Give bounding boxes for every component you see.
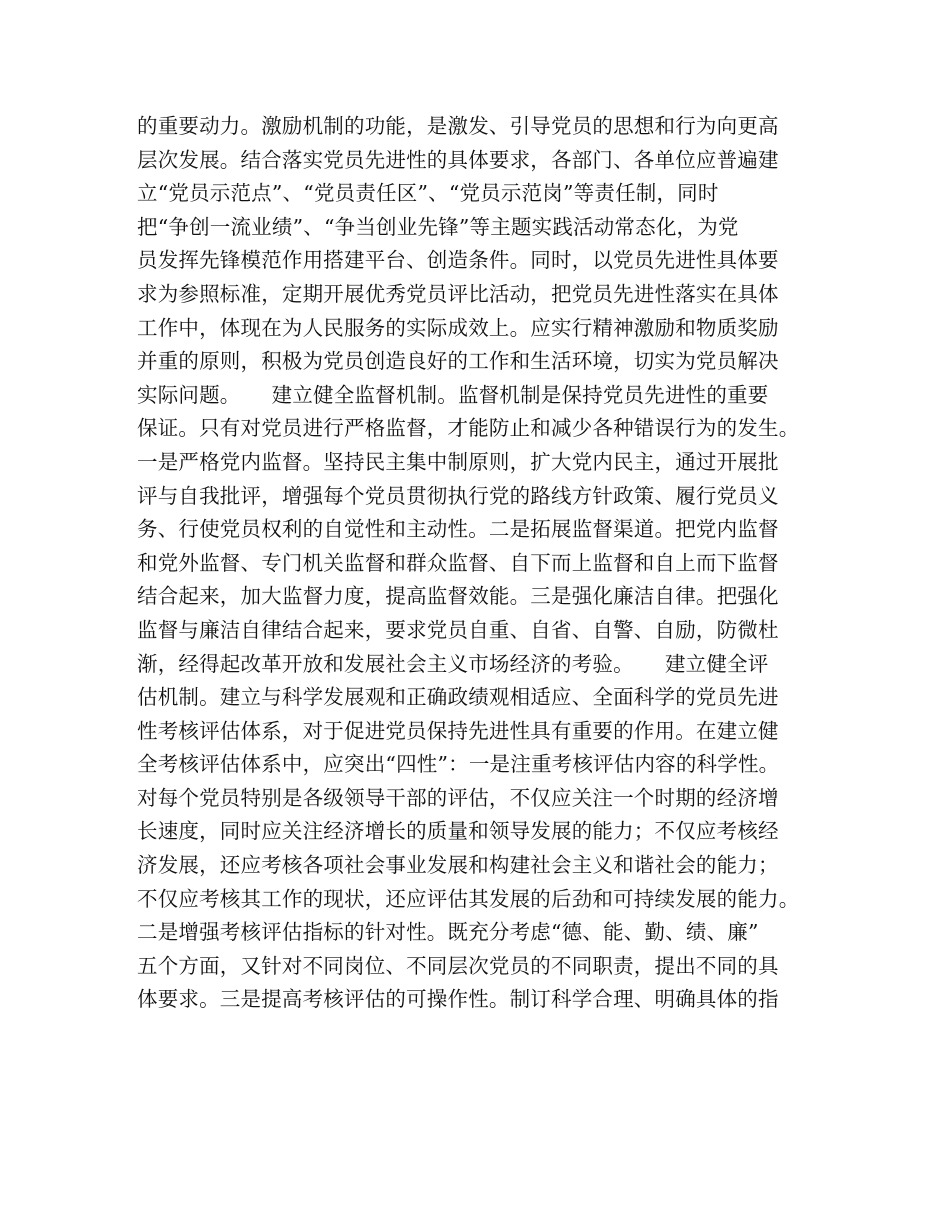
text-line: 估机制。建立与科学发展观和正确政绩观相适应、全面科学的党员先进 <box>137 685 779 710</box>
text-line: 全考核评估体系中，应突出“四性”：一是注重考核评估内容的科学性。 <box>137 752 780 777</box>
text-line: 并重的原则，积极为党员创造良好的工作和生活环境，切实为党员解决 <box>137 349 779 374</box>
text-line: 五个方面，又针对不同岗位、不同层次党员的不同职责，提出不同的具 <box>137 953 779 978</box>
text-line: 立“党员示范点”、“党员责任区”、“党员示范岗”等责任制，同时 <box>137 181 719 206</box>
text-line: 结合起来，加大监督力度，提高监督效能。三是强化廉洁自律。把强化 <box>137 584 779 609</box>
text-line: 对每个党员特别是各级领导干部的评估，不仅应关注一个时期的经济增 <box>137 785 779 810</box>
text-line: 二是增强考核评估指标的针对性。既充分考虑“德、能、勤、绩、廉” <box>137 920 759 945</box>
text-line: 长速度，同时应关注经济增长的质量和领导发展的能力；不仅应考核经 <box>137 819 779 844</box>
text-line: 务、行使党员权利的自觉性和主动性。二是拓展监督渠道。把党内监督 <box>137 517 779 542</box>
text-line: 层次发展。结合落实党员先进性的具体要求，各部门、各单位应普遍建 <box>137 147 779 172</box>
text-line: 监督与廉洁自律结合起来，要求党员自重、自省、自警、自励，防微杜 <box>137 617 779 642</box>
text-line: 不仅应考核其工作的现状，还应评估其发展的后劲和可持续发展的能力。 <box>137 886 800 911</box>
body-text <box>137 110 827 1017</box>
text-line: 性考核评估体系，对于促进党员保持先进性具有重要的作用。在建立健 <box>137 718 779 743</box>
text-line: 一是严格党内监督。坚持民主集中制原则，扩大党内民主，通过开展批 <box>137 449 779 474</box>
text-line: 济发展，还应考核各项社会事业发展和构建社会主义和谐社会的能力； <box>137 853 779 878</box>
text-line: 和党外监督、专门机关监督和群众监督、自下而上监督和自上而下监督 <box>137 550 779 575</box>
text-line: 工作中，体现在为人民服务的实际成效上。应实行精神激励和物质奖励 <box>137 315 779 340</box>
text-line: 评与自我批评，增强每个党员贯彻执行党的路线方针政策、履行党员义 <box>137 483 779 508</box>
text-line: 体要求。三是提高考核评估的可操作性。制订科学合理、明确具体的指 <box>137 987 779 1012</box>
text-line: 把“争创一流业绩”、“争当创业先锋”等主题实践活动常态化，为党 <box>137 214 739 239</box>
text-line: 实际问题。 建立健全监督机制。监督机制是保持党员先进性的重要 <box>137 382 769 407</box>
text-line: 的重要动力。激励机制的功能，是激发、引导党员的思想和行为向更高 <box>137 114 779 138</box>
text-line: 员发挥先锋模范作用搭建平台、创造条件。同时，以党员先进性具体要 <box>137 248 779 273</box>
text-line: 保证。只有对党员进行严格监督，才能防止和减少各种错误行为的发生。 <box>137 416 800 441</box>
text-line: 渐，经得起改革开放和发展社会主义市场经济的考验。 建立健全评 <box>137 651 769 676</box>
text-line: 求为参照标准，定期开展优秀党员评比活动，把党员先进性落实在具体 <box>137 281 779 306</box>
